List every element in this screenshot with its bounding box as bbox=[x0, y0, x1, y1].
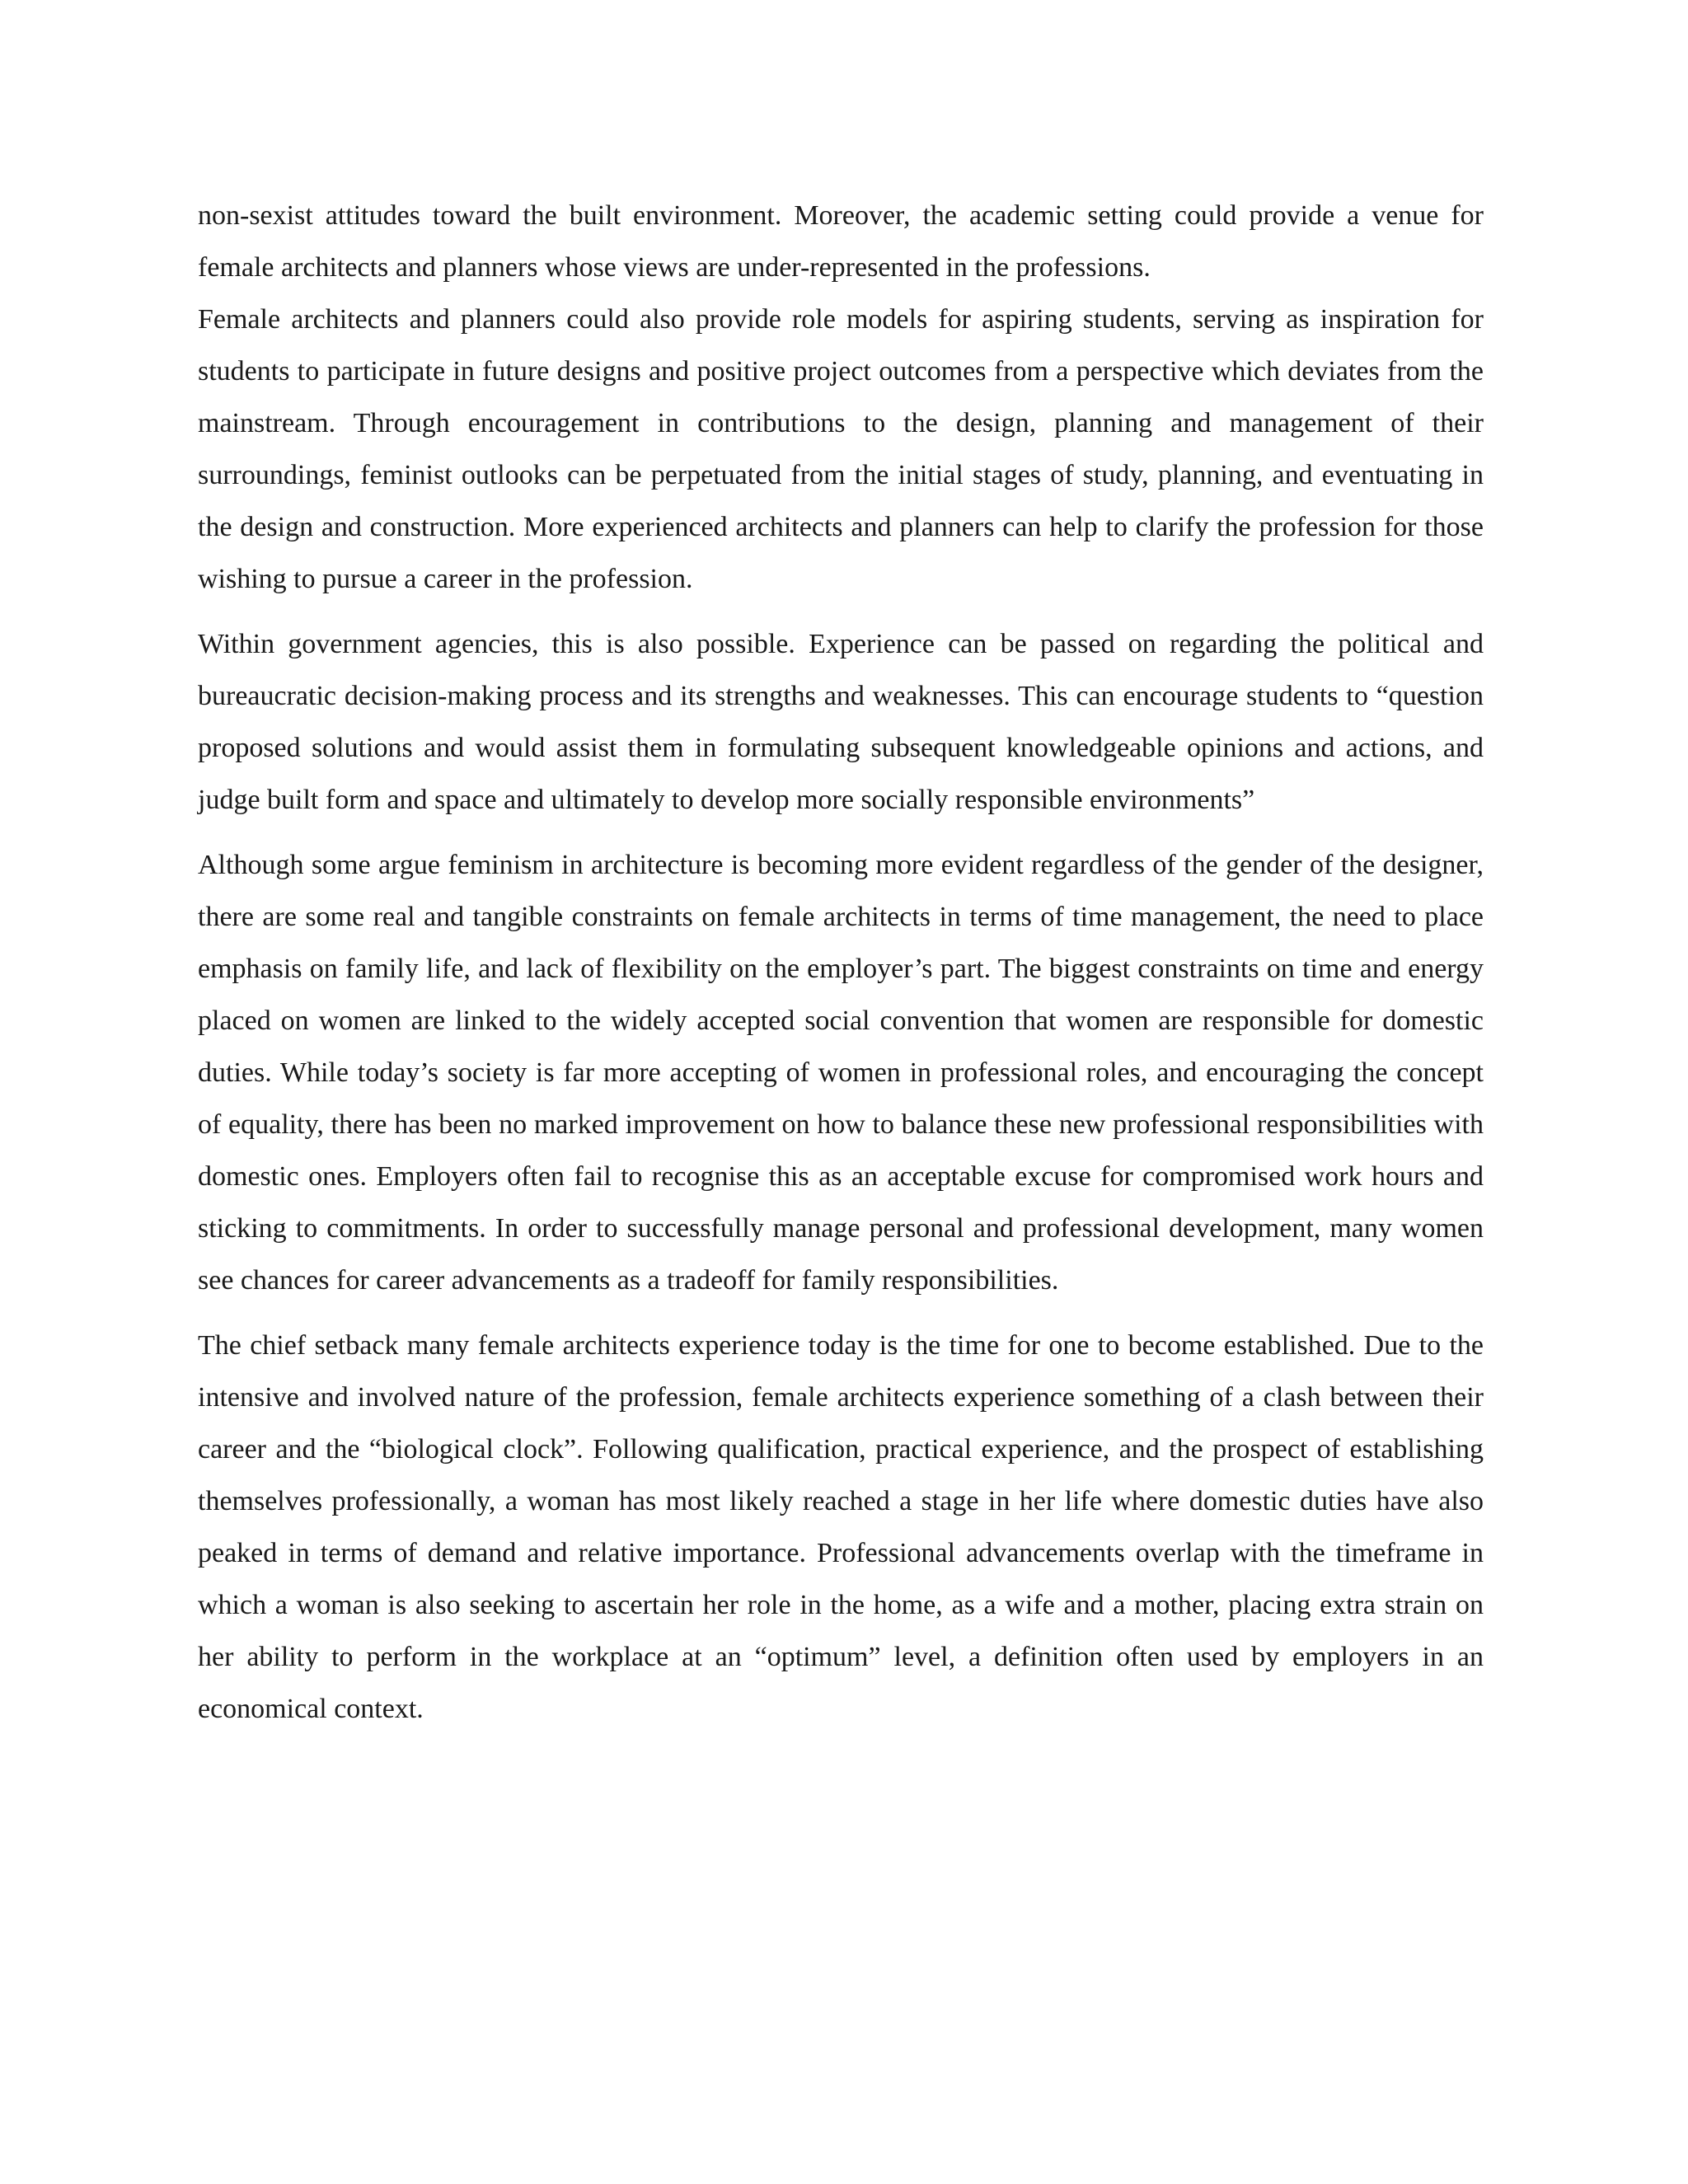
paragraph-5: The chief setback many female architects experience today is the time for one to become established. Due to the intensive and involved nature of the profession, female architects experience something of a clash between their career and the “biological clock”. Following qualification, practical experience, and the prospect of establishing themselves professionally, a woman has most likely reached a stage in her life where domestic duties have also peaked in terms of demand and relative importance. Professional advancements overlap with the timeframe in which a woman is also seeking to ascertain her role in the home, as a wife and a mother, placing extra strain on her ability to perform in the workplace at an “optimum” level, a definition often used by employers in an economical context. bbox=[198, 1330, 1484, 1724]
paragraph-2: Female architects and planners could also provide role models for aspiring students, serving as inspiration for students to participate in future designs and positive project outcomes from a perspective which deviates from the mainstream. Through encouragement in contributions to the design, planning and management of their surroundings, feminist outlooks can be perpetuated from the initial stages of study, planning, and eventuating in the design and construction. More experienced architects and planners can help to clarify the profession for those wishing to pursue a career in the profession. bbox=[198, 304, 1484, 594]
paragraph-4: Although some argue feminism in architecture is becoming more evident regardless of the gender of the designer, there are some real and tangible constraints on female architects in terms of time management, the need to place emphasis on family life, and lack of flexibility on the employer’s part. The biggest constraints on time and energy placed on women are linked to the widely accepted social convention that women are responsible for domestic duties. While today’s society is far more accepting of women in professional roles, and encouraging the concept of equality, there has been no marked improvement on how to balance these new professional responsibilities with domestic ones. Employers often fail to recognise this as an acceptable excuse for compromised work hours and sticking to commitments. In order to successfully manage personal and professional development, many women see chances for career advancements as a tradeoff for family responsibilities. bbox=[198, 850, 1484, 1296]
paragraph-3: Within government agencies, this is also possible. Experience can be passed on regarding the political and bureaucratic decision-making process and its strengths and weaknesses. This can encourage students to “question proposed solutions and would assist them in formulating subsequent knowledgeable opinions and actions, and judge built form and space and ultimately to develop more socially responsible environments” bbox=[198, 629, 1484, 815]
document-page bbox=[198, 190, 1484, 1735]
paragraph-1: non-sexist attitudes toward the built environment. Moreover, the academic setting could provide a venue for female architects and planners whose views are under-represented in the professions. bbox=[198, 200, 1484, 283]
